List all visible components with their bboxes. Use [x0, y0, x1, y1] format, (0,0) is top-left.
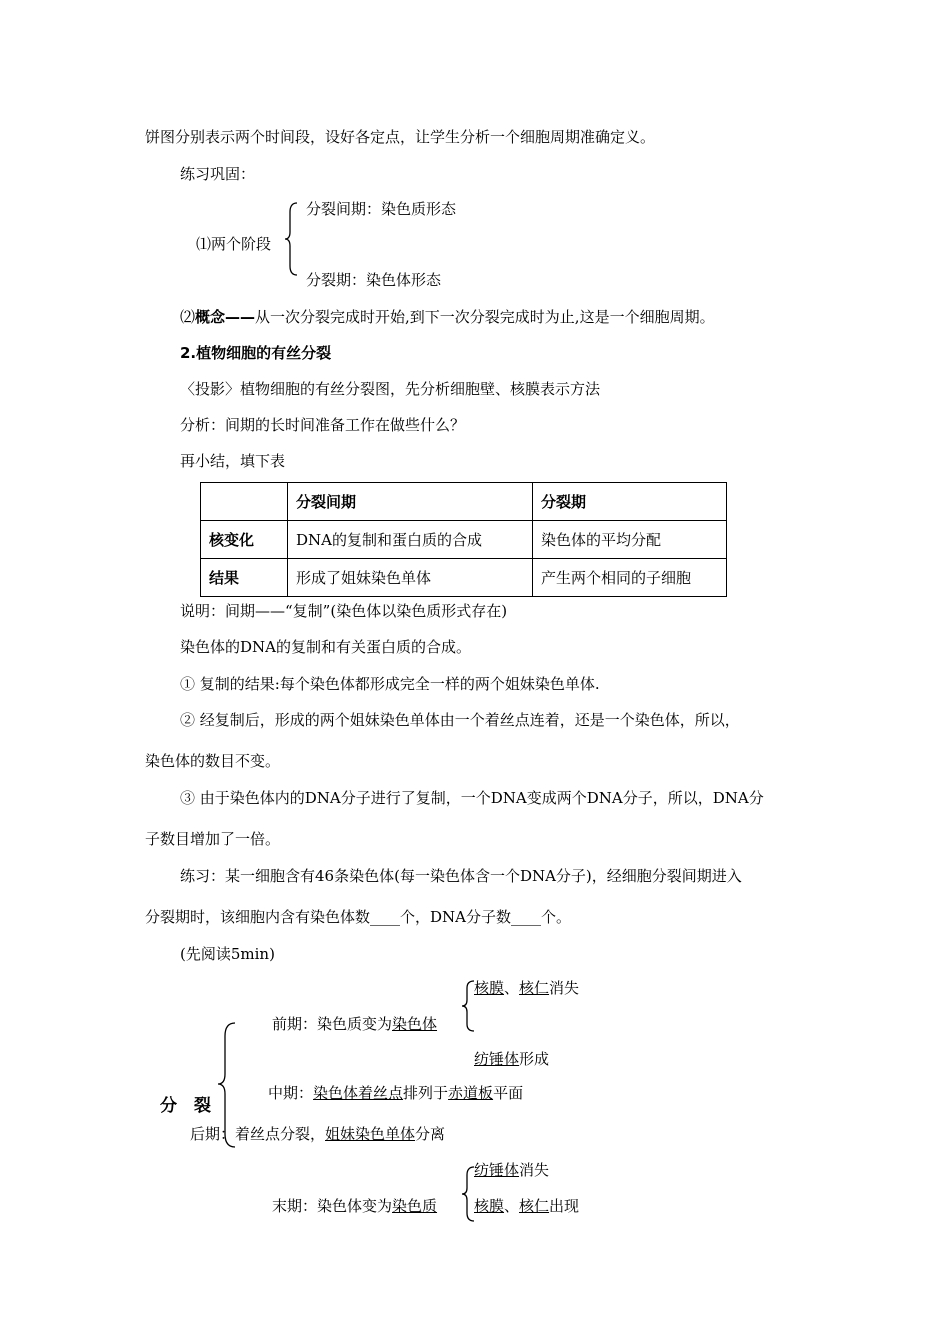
telophase-lead: 末期：染色体变为 — [272, 1197, 393, 1215]
point-3a: ③ 由于染色体内的DNA分子进行了复制，一个DNA变成两个DNA分子，所以，DNA分 — [180, 789, 764, 807]
separator: 、 — [504, 1197, 520, 1215]
nucleolus-term: 核仁 — [519, 979, 550, 997]
intro-paragraph: 饼图分别表示两个时间段，设好各定点，让学生分析一个细胞周期准确定义。 — [145, 128, 656, 146]
stages-brace — [284, 202, 298, 276]
stages-label: ⑴两个阶段 — [196, 235, 272, 253]
prophase-brace — [461, 980, 475, 1032]
practice-label: 练习巩固： — [180, 165, 256, 183]
telophase-term: 染色质 — [392, 1197, 438, 1215]
table-row — [201, 559, 727, 597]
telophase-bottom-rest: 出现 — [549, 1197, 580, 1215]
prophase-line — [272, 1014, 437, 1034]
telophase-brace — [461, 1166, 475, 1222]
spindle-term: 纺锤体 — [474, 1161, 520, 1179]
table-row-header: 结果 — [201, 559, 288, 597]
metaphase-rest: 平面 — [493, 1084, 524, 1102]
table-row — [201, 521, 727, 559]
prophase-term: 染色体 — [392, 1015, 438, 1033]
telophase-top-rest: 消失 — [519, 1161, 550, 1179]
nucleolus-term: 核仁 — [519, 1197, 550, 1215]
analysis-line: 分析：间期的长时间准备工作在做些什么？ — [180, 416, 466, 434]
table-header-cell: 分裂期 — [533, 483, 727, 521]
table-cell: 产生两个相同的子细胞 — [533, 559, 727, 597]
table-cell: DNA的复制和蛋白质的合成 — [288, 521, 533, 559]
prophase-top-rest: 消失 — [549, 979, 580, 997]
prophase-lead: 前期：染色质变为 — [272, 1015, 393, 1033]
note-line-1: 说明：间期——“复制”(染色体以染色质形式存在) — [180, 602, 508, 620]
exercise-a: 练习：某一细胞含有46条染色体(每一染色体含一个DNA分子)，经细胞分裂间期进入 — [180, 867, 742, 885]
table-cell: 形成了姐妹染色单体 — [288, 559, 533, 597]
reading-note: (先阅读5min) — [180, 945, 275, 963]
table-cell — [201, 483, 288, 521]
point-2b: 染色体的数目不变。 — [145, 752, 281, 770]
spindle-term: 纺锤体 — [474, 1050, 520, 1068]
metaphase-mid: 排列于 — [403, 1084, 449, 1102]
note-line-2: 染色体的DNA的复制和有关蛋白质的合成。 — [180, 638, 471, 656]
anaphase-lead: 后期：着丝点分裂， — [190, 1125, 326, 1143]
telophase-top — [474, 1160, 549, 1180]
table-cell: 染色体的平均分配 — [533, 521, 727, 559]
division-label: 分 裂 — [160, 1096, 211, 1116]
telophase-bottom — [474, 1196, 579, 1216]
point-2a: ② 经复制后，形成的两个姐妹染色单体由一个着丝点连着，还是一个染色体，所以， — [180, 711, 740, 729]
prophase-bottom-rest: 形成 — [519, 1050, 550, 1068]
prophase-top — [474, 978, 579, 998]
comparison-table — [200, 482, 727, 597]
table-header-cell: 分裂间期 — [288, 483, 533, 521]
metaphase-lead: 中期： — [268, 1084, 314, 1102]
anaphase-rest: 分离 — [415, 1125, 446, 1143]
telophase-line — [272, 1196, 437, 1216]
anaphase-line — [190, 1124, 445, 1144]
table-header-row — [201, 483, 727, 521]
mitosis-item: 分裂期：染色体形态 — [306, 271, 442, 289]
equatorial-plate-term: 赤道板 — [448, 1084, 494, 1102]
concept-number: ⑵ — [180, 308, 196, 326]
table-row-header: 核变化 — [201, 521, 288, 559]
nuclear-membrane-term: 核膜 — [474, 1197, 505, 1215]
concept-term: 概念—— — [195, 308, 256, 326]
exercise-b: 分裂期时，该细胞内含有染色体数____个，DNA分子数____个。 — [145, 908, 571, 926]
concept-text: 从一次分裂完成时开始,到下一次分裂完成时为止,这是一个细胞周期。 — [255, 308, 715, 326]
point-1: ① 复制的结果:每个染色体都形成完全一样的两个姐妹染色单体. — [180, 675, 600, 693]
prophase-bottom — [474, 1049, 549, 1069]
section-heading: 2.植物细胞的有丝分裂 — [180, 344, 332, 362]
metaphase-line — [268, 1083, 523, 1103]
summary-line: 再小结，填下表 — [180, 452, 286, 470]
nuclear-membrane-term: 核膜 — [474, 979, 505, 997]
point-3b: 子数目增加了一倍。 — [145, 830, 281, 848]
centromere-term: 染色体着丝点 — [313, 1084, 404, 1102]
projection-line: 〈投影〉植物细胞的有丝分裂图，先分析细胞壁、核膜表示方法 — [180, 380, 601, 398]
interphase-item: 分裂间期：染色质形态 — [306, 200, 457, 218]
sister-chromatid-term: 姐妹染色单体 — [325, 1125, 416, 1143]
concept-line — [180, 307, 715, 327]
separator: 、 — [504, 979, 520, 997]
